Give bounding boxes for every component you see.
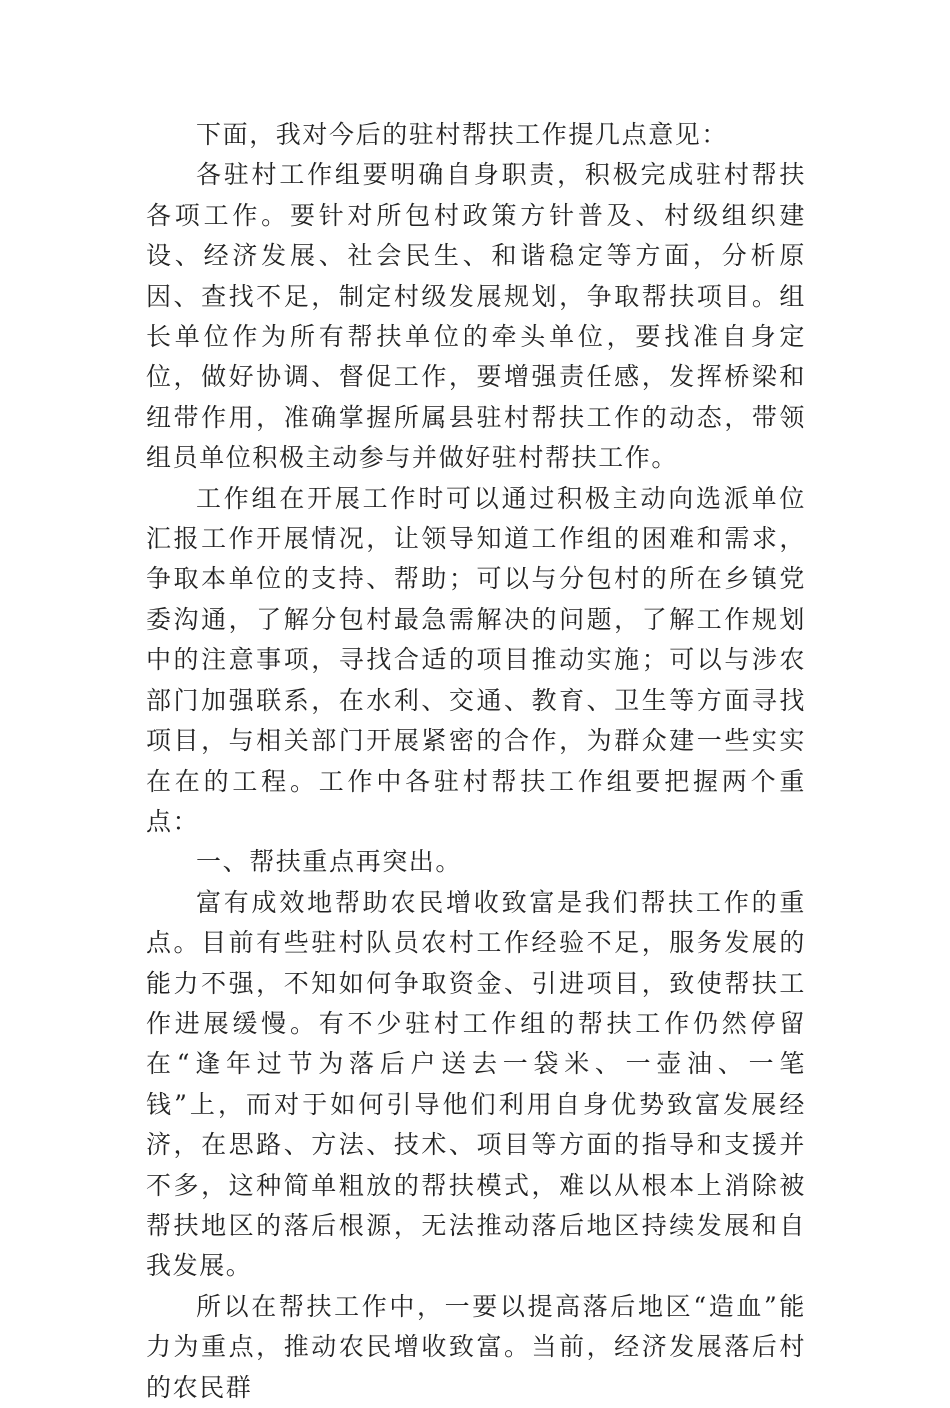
section-heading-1: 一、帮扶重点再突出。 <box>196 847 463 877</box>
paragraph-responsibilities: 各驻村工作组要明确自身职责，积极完成驻村帮扶各项工作。要针对所包村政策方针普及、村级组织建设、经济发展、社会民生、和谐稳定等方面，分析原因、查找不足，制定村级发展规划，争取帮扶项目。组长单位作为所有帮扶单位的牵头单位，要找准自身定位，做好协调、督促工作，要增强责任感，发挥桥梁和纽带作用，准确掌握所属县驻村帮扶工作的动态，带领组员单位积极主动参与并做好驻村帮扶工作。 <box>146 160 806 473</box>
paragraph-conclusion: 所以在帮扶工作中，一要以提高落后地区“造血”能力为重点，推动农民增收致富。当前，经济发展落后村的农民群 <box>146 1291 806 1402</box>
paragraph-work-methods: 工作组在开展工作时可以通过积极主动向选派单位汇报工作开展情况，让领导知道工作组的困难和需求，争取本单位的支持、帮助；可以与分包村的所在乡镇党委沟通，了解分包村最急需解决的问题，了解工作规划中的注意事项，寻找合适的项目推动实施；可以与涉农部门加强联系，在水利、交通、教育、卫生等方面寻找项目，与相关部门开展紧密的合作，为群众建一些实实在在的工程。工作中各驻村帮扶工作组要把握两个重点： <box>146 483 806 836</box>
paragraph-intro: 下面，我对今后的驻村帮扶工作提几点意见： <box>196 120 729 149</box>
paragraph-focus: 富有成效地帮助农民增收致富是我们帮扶工作的重点。目前有些驻村队员农村工作经验不足，服务发展的能力不强，不知如何争取资金、引进项目，致使帮扶工作进展缓慢。有不少驻村工作组的帮扶工作仍然停留在“逢年过节为落后户送去一袋米、一壶油、一笔钱”上，而对于如何引导他们利用自身优势致富发展经济，在思路、方法、技术、项目等方面的指导和支援并不多，这种简单粗放的帮扶模式，难以从根本上消除被帮扶地区的落后根源，无法推动落后地区持续发展和自我发展。 <box>146 887 806 1281</box>
document-body <box>146 115 806 1408</box>
